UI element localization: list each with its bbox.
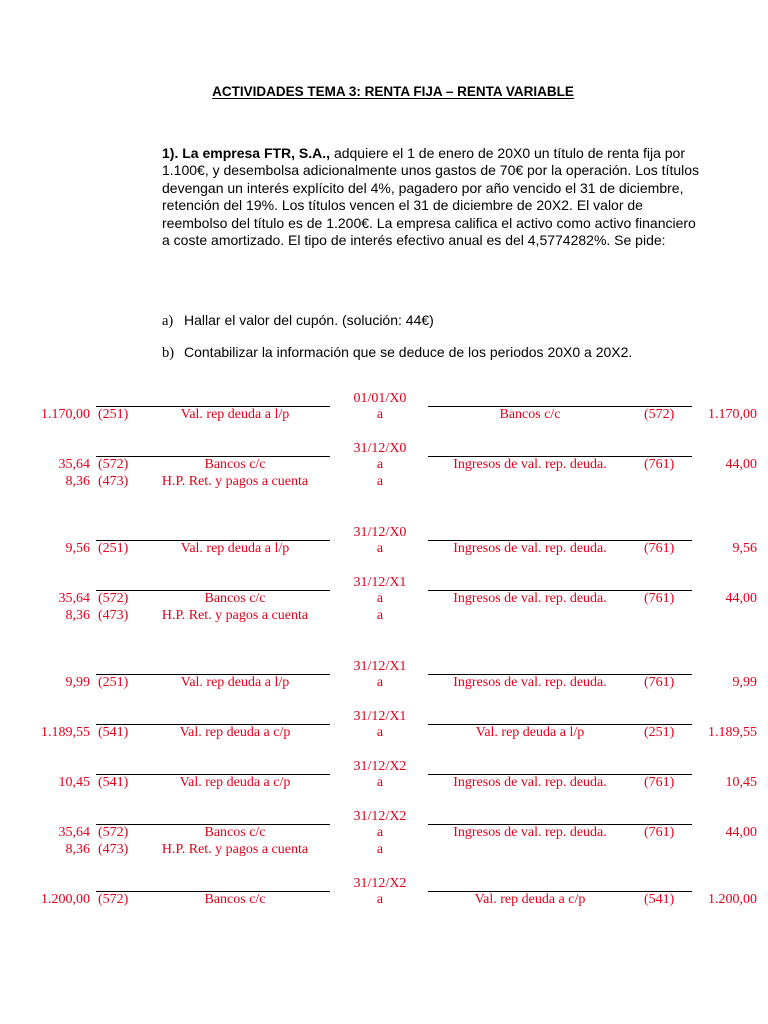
debit-account: (572) [98, 457, 129, 472]
entry-date: 31/12/X2 [353, 759, 407, 774]
credit-account-name: Val. rep deuda a l/p [475, 725, 585, 740]
debit-amount: 35,64 [58, 825, 90, 840]
debit-account-name: Bancos c/c [204, 825, 266, 840]
debit-account-name: Val. rep deuda a l/p [180, 407, 290, 422]
debit-account-name: H.P. Ret. y pagos a cuenta [161, 474, 309, 489]
entry-date: 01/01/X0 [353, 391, 407, 406]
debit-account: (473) [98, 842, 129, 857]
connector-a: a [376, 825, 384, 840]
entry-line [0, 407, 768, 423]
debit-account: (541) [98, 725, 129, 740]
debit-amount: 8,36 [65, 608, 90, 623]
task-label: a) [162, 313, 174, 329]
debit-amount: 9,56 [65, 541, 90, 556]
entry-line [0, 892, 768, 908]
credit-account-name: Ingresos de val. rep. deuda. [453, 825, 607, 840]
entry-date: 31/12/X0 [353, 525, 407, 540]
credit-account: (761) [644, 775, 675, 790]
entry-date: 31/12/X0 [353, 441, 407, 456]
entry-line [0, 474, 768, 490]
credit-account: (572) [644, 407, 675, 422]
debit-account-name: Val. rep deuda a c/p [179, 725, 291, 740]
connector-a: a [376, 775, 384, 790]
entry-line [0, 591, 768, 607]
credit-account-name: Val. rep deuda a c/p [474, 892, 586, 907]
task-text: Contabilizar la información que se deduce de los periodos 20X0 a 20X2. [184, 344, 633, 360]
debit-amount: 35,64 [58, 591, 90, 606]
debit-account: (251) [98, 407, 129, 422]
entry-line [0, 457, 768, 473]
problem-text: adquiere el 1 de enero de 20X0 un título de renta fija por 1.100€, y desembolsa adicionalmente unos gastos de 70€ por la operación. Los títulos devengan un interés explícito del 4%, pagadero por año vencido el 31 de diciembre, retención del 19%. Los títulos vencen el 31 de diciembre de 20X2. El valor de reembolso del título es de 1.200€. La empresa califica el activo como activo financiero a coste amortizado. El tipo de interés efectivo anual es del 4,5774282%. Se pide: [162, 145, 700, 249]
credit-account: (761) [644, 457, 675, 472]
debit-account: (572) [98, 892, 129, 907]
debit-account-name: Bancos c/c [204, 892, 266, 907]
credit-account-name: Ingresos de val. rep. deuda. [453, 775, 607, 790]
credit-amount: 9,56 [732, 541, 757, 556]
page-title: ACTIVIDADES TEMA 3: RENTA FIJA – RENTA VARIABLE [212, 84, 574, 99]
entry-date: 31/12/X2 [353, 876, 407, 891]
task-label: b) [162, 345, 175, 361]
debit-account-name: H.P. Ret. y pagos a cuenta [161, 842, 309, 857]
entry-date: 31/12/X1 [353, 575, 407, 590]
debit-amount: 10,45 [58, 775, 90, 790]
credit-account: (761) [644, 541, 675, 556]
debit-account: (473) [98, 608, 129, 623]
credit-account-name: Ingresos de val. rep. deuda. [453, 457, 607, 472]
entry-line [0, 842, 768, 858]
connector-a: a [376, 725, 384, 740]
entry-line [0, 608, 768, 624]
task-text: Hallar el valor del cupón. (solución: 44€) [184, 312, 434, 328]
debit-amount: 35,64 [58, 457, 90, 472]
credit-account: (541) [644, 892, 675, 907]
credit-amount: 44,00 [725, 825, 757, 840]
connector-a: a [376, 407, 384, 422]
credit-account: (761) [644, 825, 675, 840]
debit-amount: 1.170,00 [41, 407, 90, 422]
credit-account: (761) [644, 675, 675, 690]
connector-a: a [376, 591, 384, 606]
connector-a: a [376, 608, 384, 623]
connector-a: a [376, 675, 384, 690]
credit-account-name: Ingresos de val. rep. deuda. [453, 591, 607, 606]
debit-account-name: Val. rep deuda a l/p [180, 541, 290, 556]
entry-date: 31/12/X2 [353, 809, 407, 824]
debit-account: (572) [98, 591, 129, 606]
credit-account: (251) [644, 725, 675, 740]
debit-amount: 8,36 [65, 842, 90, 857]
debit-account: (541) [98, 775, 129, 790]
debit-amount: 1.200,00 [41, 892, 90, 907]
debit-amount: 8,36 [65, 474, 90, 489]
connector-a: a [376, 892, 384, 907]
connector-a: a [376, 842, 384, 857]
debit-amount: 1.189,55 [41, 725, 90, 740]
credit-account: (761) [644, 591, 675, 606]
credit-account-name: Bancos c/c [499, 407, 561, 422]
connector-a: a [376, 457, 384, 472]
credit-amount: 1.200,00 [708, 892, 757, 907]
debit-account: (251) [98, 675, 129, 690]
debit-account: (251) [98, 541, 129, 556]
debit-account-name: Bancos c/c [204, 457, 266, 472]
credit-amount: 10,45 [725, 775, 757, 790]
credit-amount: 44,00 [725, 457, 757, 472]
debit-account: (473) [98, 474, 129, 489]
entry-line [0, 775, 768, 791]
entry-date: 31/12/X1 [353, 659, 407, 674]
entry-line [0, 825, 768, 841]
connector-a: a [376, 541, 384, 556]
connector-a: a [376, 474, 384, 489]
debit-amount: 9,99 [65, 675, 90, 690]
credit-amount: 1.170,00 [708, 407, 757, 422]
entry-line [0, 725, 768, 741]
credit-amount: 9,99 [732, 675, 757, 690]
credit-amount: 44,00 [725, 591, 757, 606]
entry-line [0, 541, 768, 557]
credit-account-name: Ingresos de val. rep. deuda. [453, 675, 607, 690]
debit-account-name: Val. rep deuda a c/p [179, 775, 291, 790]
debit-account-name: H.P. Ret. y pagos a cuenta [161, 608, 309, 623]
entry-line [0, 675, 768, 691]
entry-date: 31/12/X1 [353, 709, 407, 724]
credit-account-name: Ingresos de val. rep. deuda. [453, 541, 607, 556]
debit-account-name: Bancos c/c [204, 591, 266, 606]
debit-account: (572) [98, 825, 129, 840]
debit-account-name: Val. rep deuda a l/p [180, 675, 290, 690]
problem-lead: 1). La empresa FTR, S.A., [162, 145, 331, 161]
credit-amount: 1.189,55 [708, 725, 757, 740]
